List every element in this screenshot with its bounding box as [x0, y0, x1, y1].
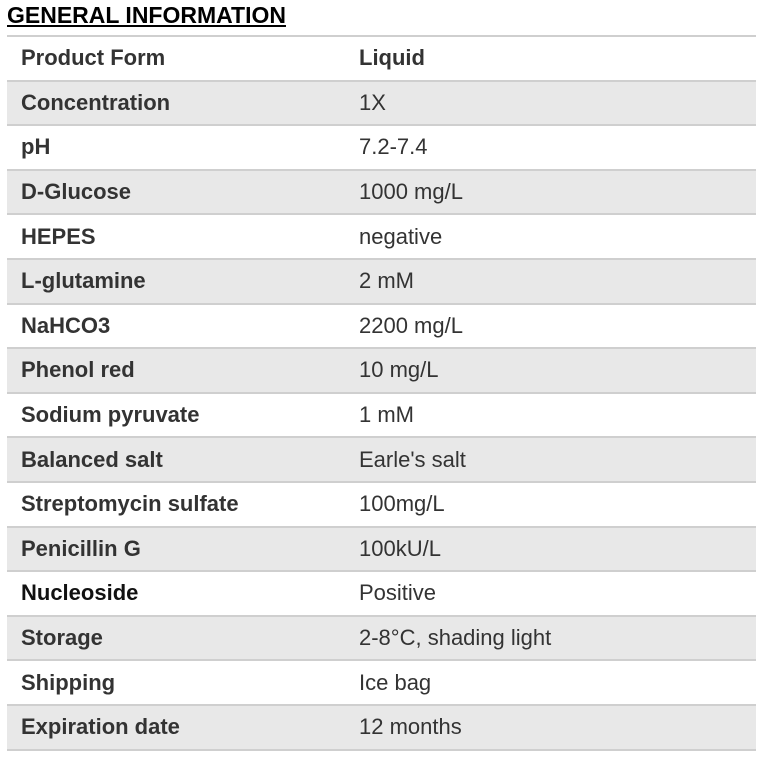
row-label: Storage — [21, 625, 103, 651]
row-label: Expiration date — [21, 714, 180, 740]
row-value: 1X — [359, 89, 386, 115]
table-row — [7, 215, 756, 260]
row-label: Sodium pyruvate — [21, 402, 200, 428]
row-value: negative — [359, 223, 443, 249]
table-row — [7, 126, 756, 171]
row-value: Positive — [359, 580, 437, 606]
table-row — [7, 483, 756, 528]
row-value: 2-8°C, shading light — [359, 625, 552, 651]
row-label: pH — [21, 134, 51, 160]
table-row — [7, 661, 756, 706]
table-row — [7, 37, 756, 82]
row-label: D-Glucose — [21, 179, 132, 205]
row-value: 100mg/L — [359, 491, 445, 517]
row-label: Product Form — [21, 45, 166, 71]
info-table — [7, 35, 756, 751]
row-label: NaHCO3 — [21, 312, 111, 338]
row-value: Liquid — [359, 45, 425, 71]
row-label: Concentration — [21, 89, 171, 115]
row-value: 7.2-7.4 — [359, 134, 428, 160]
row-label: Balanced salt — [21, 446, 163, 472]
section-heading: GENERAL INFORMATION — [7, 2, 286, 28]
row-label: Penicillin G — [21, 535, 141, 561]
row-value: 2 mM — [359, 268, 414, 294]
table-row — [7, 171, 756, 216]
table-row — [7, 349, 756, 394]
row-value: Earle's salt — [359, 446, 466, 472]
table-row — [7, 438, 756, 483]
row-value: 100kU/L — [359, 535, 441, 561]
row-value: 10 mg/L — [359, 357, 439, 383]
row-value: 1 mM — [359, 402, 414, 428]
table-row — [7, 617, 756, 662]
table-row — [7, 305, 756, 350]
row-label: L-glutamine — [21, 268, 146, 294]
row-label: Shipping — [21, 669, 116, 695]
row-value: Ice bag — [359, 669, 432, 695]
row-value: 2200 mg/L — [359, 312, 463, 338]
row-value: 1000 mg/L — [359, 179, 463, 205]
row-label: Phenol red — [21, 357, 135, 383]
table-row — [7, 82, 756, 127]
row-label: HEPES — [21, 223, 96, 249]
table-row — [7, 572, 756, 617]
table-row — [7, 260, 756, 305]
row-value: 12 months — [359, 714, 462, 740]
table-row — [7, 528, 756, 573]
row-label: Nucleoside — [21, 580, 139, 606]
table-row — [7, 394, 756, 439]
row-label: Streptomycin sulfate — [21, 491, 239, 517]
table-row — [7, 706, 756, 751]
